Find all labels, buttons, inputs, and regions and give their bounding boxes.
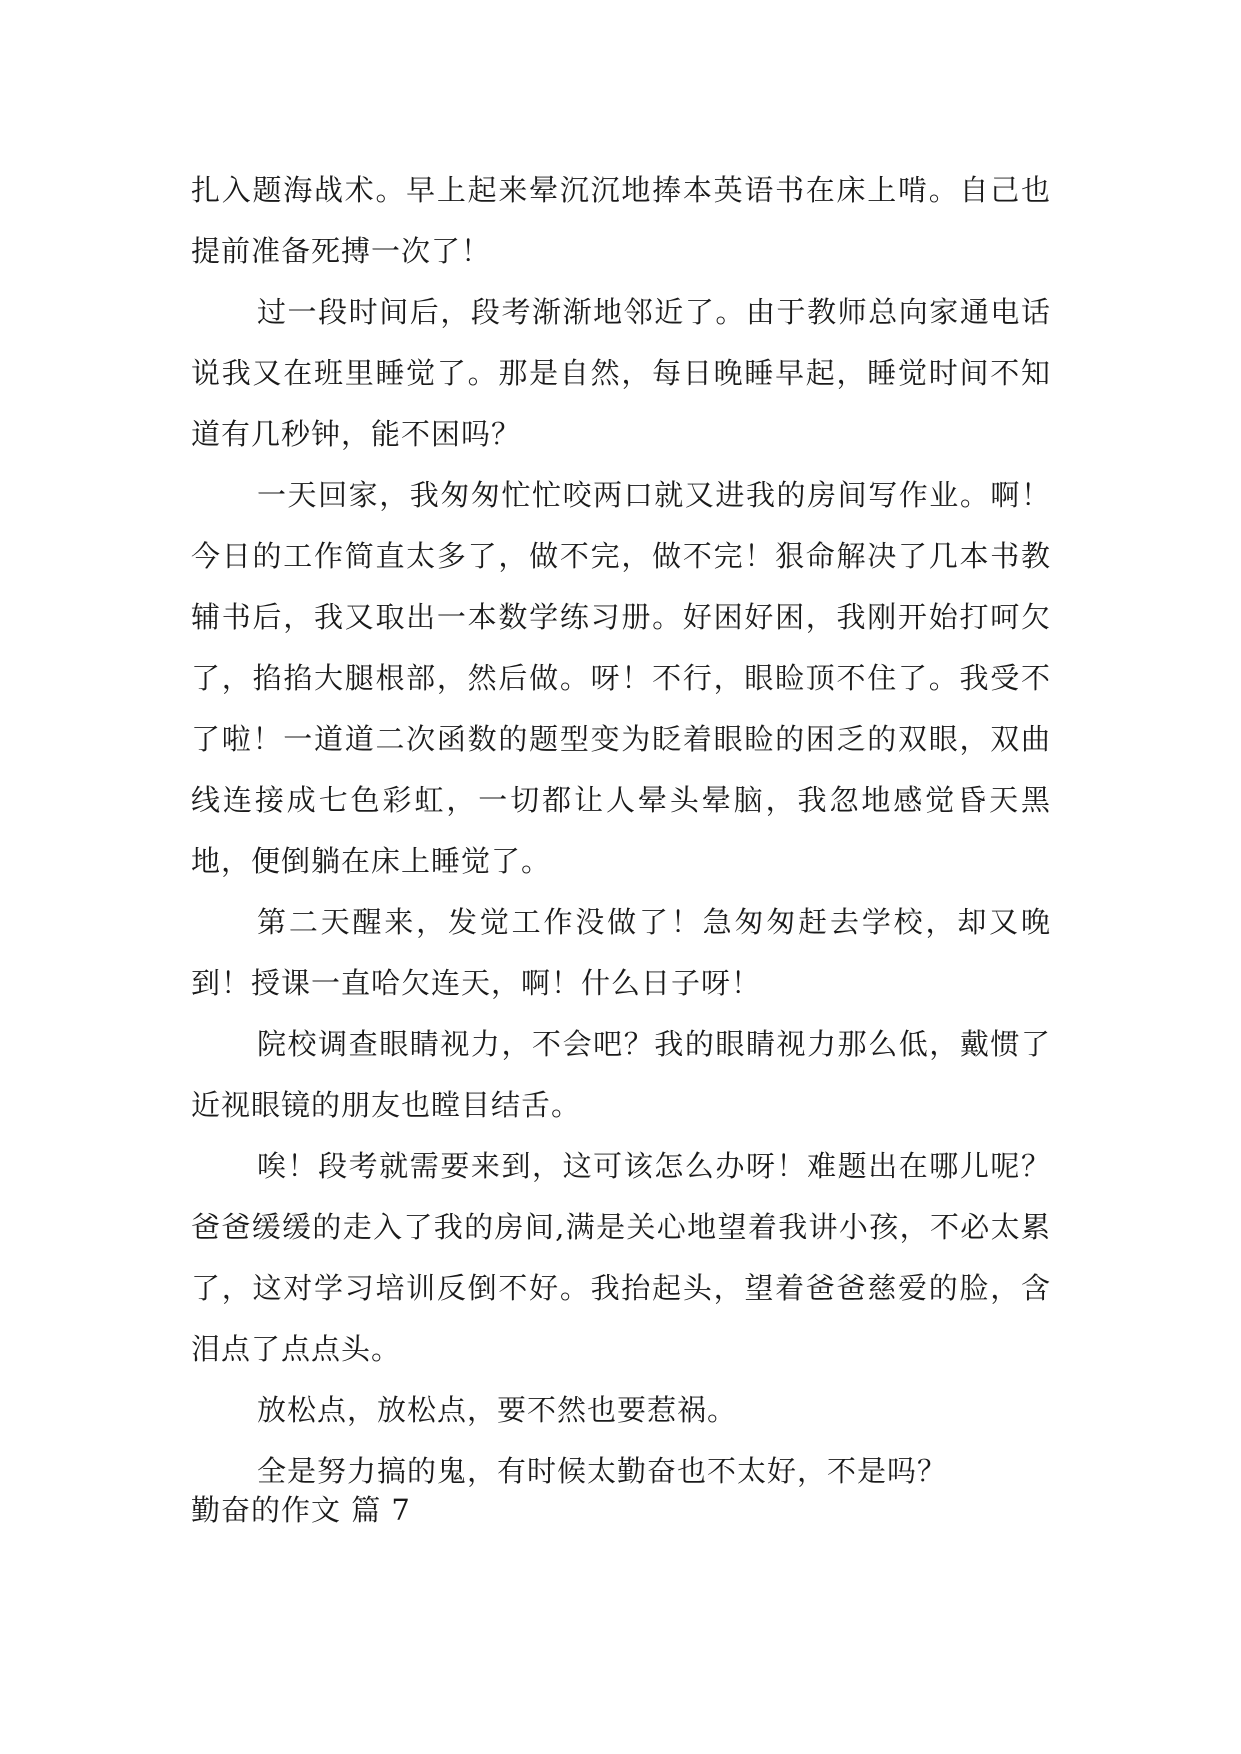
paragraph: 一天回家，我匆匆忙忙咬两口就又进我的房间写作业。啊！今日的工作简直太多了，做不完，做不完！狠命解决了几本书教辅书后，我又取出一本数学练习册。好困好困，我刚开始打呵欠了，掐掐大腿根部，然后做。呀！不行，眼睑顶不住了。我受不了啦！一道道二次函数的题型变为眨着眼睑的困乏的双眼，双曲线连接成七色彩虹，一切都让人晕头晕脑，我忽地感觉昏天黑地，便倒躺在床上睡觉了。 [191, 478, 1051, 878]
paragraph: 唉！段考就需要来到，这可该怎么办呀！难题出在哪儿呢？爸爸缓缓的走入了我的房间,满是关心地望着我讲小孩，不必太累了，这对学习培训反倒不好。我抬起头，望着爸爸慈爱的脸，含泪点了点点头。 [191, 1149, 1051, 1366]
paragraph: 第二天醒来，发觉工作没做了！急匆匆赶去学校，却又晚到！授课一直哈欠连天，啊！什么日子呀！ [191, 905, 1051, 1000]
section-heading: 勤奋的作文 篇 7 [191, 1493, 411, 1527]
essay-body [191, 160, 1051, 1502]
paragraph: 放松点，放松点，要不然也要惹祸。 [257, 1393, 738, 1427]
paragraph: 全是努力搞的鬼，有时候太勤奋也不太好，不是吗？ [257, 1454, 948, 1488]
paragraph: 院校调查眼睛视力，不会吧？我的眼睛视力那么低，戴惯了近视眼镜的朋友也瞠目结舌。 [191, 1027, 1051, 1122]
paragraph: 过一段时间后，段考渐渐地邻近了。由于教师总向家通电话说我又在班里睡觉了。那是自然，每日晚睡早起，睡觉时间不知道有几秒钟，能不困吗？ [191, 295, 1051, 451]
paragraph: 扎入题海战术。早上起来晕沉沉地捧本英语书在床上啃。自己也提前准备死搏一次了！ [191, 173, 1051, 268]
